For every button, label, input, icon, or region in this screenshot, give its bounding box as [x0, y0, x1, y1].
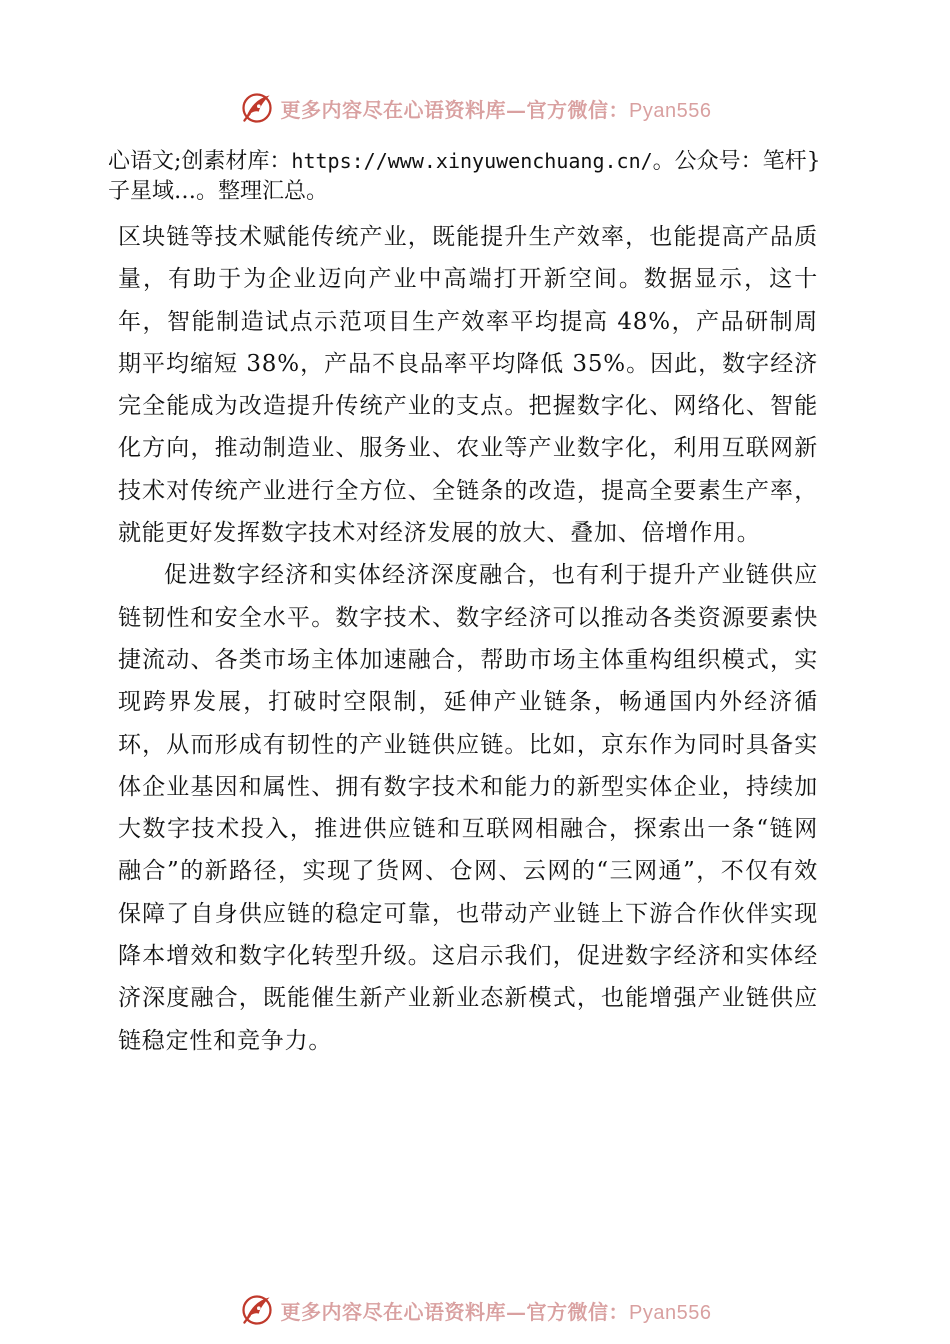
source-line	[108, 146, 838, 207]
paragraph-1: 区块链等技术赋能传统产业，既能提升生产效率，也能提高产品质量，有助于为企业迈向产业中高端打开新空间。数据显示，这十年，智能制造试点示范项目生产效率平均提高 48%，产品研制周期平均缩短 38%，产品不良品率平均降低 35%。因此，数字经济完全能成为改造提升传统产业的支点。把握数字化、网络化、智能化方向，推动制造业、服务业、农业等产业数字化，利用互联网新技术对传统产业进行全方位、全链条的改造，提高全要素生产率，就能更好发挥数字技术对经济发展的放大、叠加、倍增作用。	[118, 224, 818, 547]
footer-banner	[0, 1290, 950, 1330]
pen-nib-logo-icon	[239, 90, 275, 126]
wechat-id: Pyan556	[629, 1301, 712, 1324]
header-banner	[0, 88, 950, 128]
banner-text: 更多内容尽在心语资料库—官方微信：Pyan556	[280, 97, 712, 122]
paragraph-2: 促进数字经济和实体经济深度融合，也有利于提升产业链供应链韧性和安全水平。数字技术、数字经济可以推动各类资源要素快捷流动、各类市场主体加速融合，帮助市场主体重构组织模式，实现跨界发展，打破时空限制，延伸产业链条，畅通国内外经济循环，从而形成有韧性的产业链供应链。比如，京东作为同时具备实体企业基因和属性、拥有数字技术和能力的新型实体企业，持续加大数字技术投入，推进供应链和互联网相融合，探索出一条“链网融合”的新路径，实现了货网、仓网、云网的“三网通”，不仅有效保障了自身供应链的稳定可靠，也带动产业链上下游合作伙伴实现降本增效和数字化转型升级。这启示我们，促进数字经济和实体经济深度融合，既能催生新产业新业态新模式，也能增强产业链供应链稳定性和竞争力。	[118, 562, 818, 1054]
banner-text: 更多内容尽在心语资料库—官方微信：Pyan556	[280, 1299, 712, 1324]
pen-nib-logo-icon	[239, 1292, 275, 1328]
source-suffix: 。公众号：笔杆}子星域…。整理汇总。	[108, 149, 821, 204]
source-url[interactable]: https://www.xinyuwenchuang.cn/	[291, 149, 653, 173]
source-prefix: 心语文;创素材库：	[108, 149, 292, 174]
article-body	[118, 216, 818, 1062]
wechat-id: Pyan556	[629, 99, 712, 122]
